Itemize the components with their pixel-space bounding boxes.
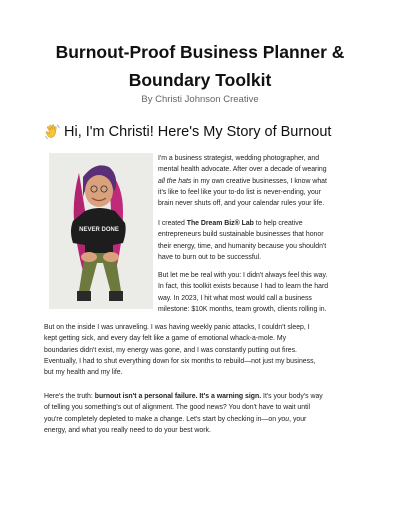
- title-line-1: Burnout-Proof Business Planner &: [55, 42, 345, 62]
- p1-line: mental health advocate. After over a decade of wearing: [158, 166, 327, 174]
- p4-line: boundaries didn't exist, my energy was gone, and I was constantly putting out fires.: [44, 346, 297, 354]
- you-emphasis: you: [277, 415, 290, 423]
- p4-line: But on the inside I was unraveling. I was having weekly panic attacks, I couldn't sleep, I: [44, 324, 310, 331]
- p4-line: but my health and my life.: [44, 369, 123, 377]
- section-heading: [44, 123, 331, 140]
- p3-line: But let me be real with you: I didn't always feel this way.: [158, 272, 328, 279]
- paragraph-truth: [44, 391, 362, 436]
- p1-italic: all the hats: [158, 177, 192, 185]
- p1-line: it's like to feel like your to-do list is never-ending, your: [158, 188, 321, 196]
- byline: By Christi Johnson Creative: [141, 94, 259, 105]
- p5-line: Here's the truth: burnout isn't a personal failure. It's a warning sign. It's your body's way: [44, 393, 323, 400]
- p2-line: have to burn out to be successful.: [158, 253, 262, 261]
- paragraph-dream-biz-lab: [158, 218, 358, 263]
- paragraph-unraveling: [44, 322, 362, 378]
- p3-line: milestone: $10K months, team growth, clients rolling in.: [158, 305, 327, 313]
- warning-sign-emphasis: burnout isn't a personal failure. It's a warning sign.: [94, 393, 262, 400]
- p2-line: their energy, time, and humanity because you shouldn't: [158, 242, 327, 250]
- title-line-2: Boundary Toolkit: [128, 70, 272, 90]
- p1-line: I'm a business strategist, wedding photographer, and: [158, 155, 320, 162]
- p5-line: of telling you something's out of alignment. The good news? You don't have to wait until: [44, 404, 311, 412]
- shirt-text: NEVER DONE: [79, 227, 119, 233]
- p1-line: all the hats in my own creative businesses, I know what: [158, 177, 327, 185]
- waving-hand-icon: [44, 123, 61, 140]
- author-photo-illustration: [49, 153, 153, 309]
- p3-line: In fact, this toolkit exists because I had to learn the hard: [158, 283, 329, 291]
- paragraph-intro: [158, 153, 358, 209]
- p3-line: way. In 2023, I hit what most would call a business: [158, 294, 312, 302]
- p2-line: I created The Dream Biz® Lab to help creative: [158, 220, 303, 227]
- p4-line: kept getting sick, and every day felt like a game of emotional whack-a-mole. My: [44, 335, 287, 343]
- p4-line: Eventually, I had to shut everything down for six months to rebuild—not just my business,: [44, 357, 316, 365]
- p1-line: brain never shuts off, and your calendar rules your life.: [158, 200, 325, 208]
- p5-line: energy, and what you really need to do your best work.: [44, 426, 211, 434]
- paragraph-honesty: [158, 270, 358, 315]
- document-title: [0, 38, 400, 94]
- section-heading-text: Hi, I'm Christi! Here's My Story of Burnout: [64, 123, 332, 140]
- p2-line: entrepreneurs build sustainable businesses that honor: [158, 231, 324, 239]
- dream-biz-lab-name: The Dream Biz: [186, 220, 235, 227]
- author-photo: [49, 153, 153, 309]
- p5-line: you're completely depleted to make a change. Let's start by checking in—on you, your: [44, 415, 307, 423]
